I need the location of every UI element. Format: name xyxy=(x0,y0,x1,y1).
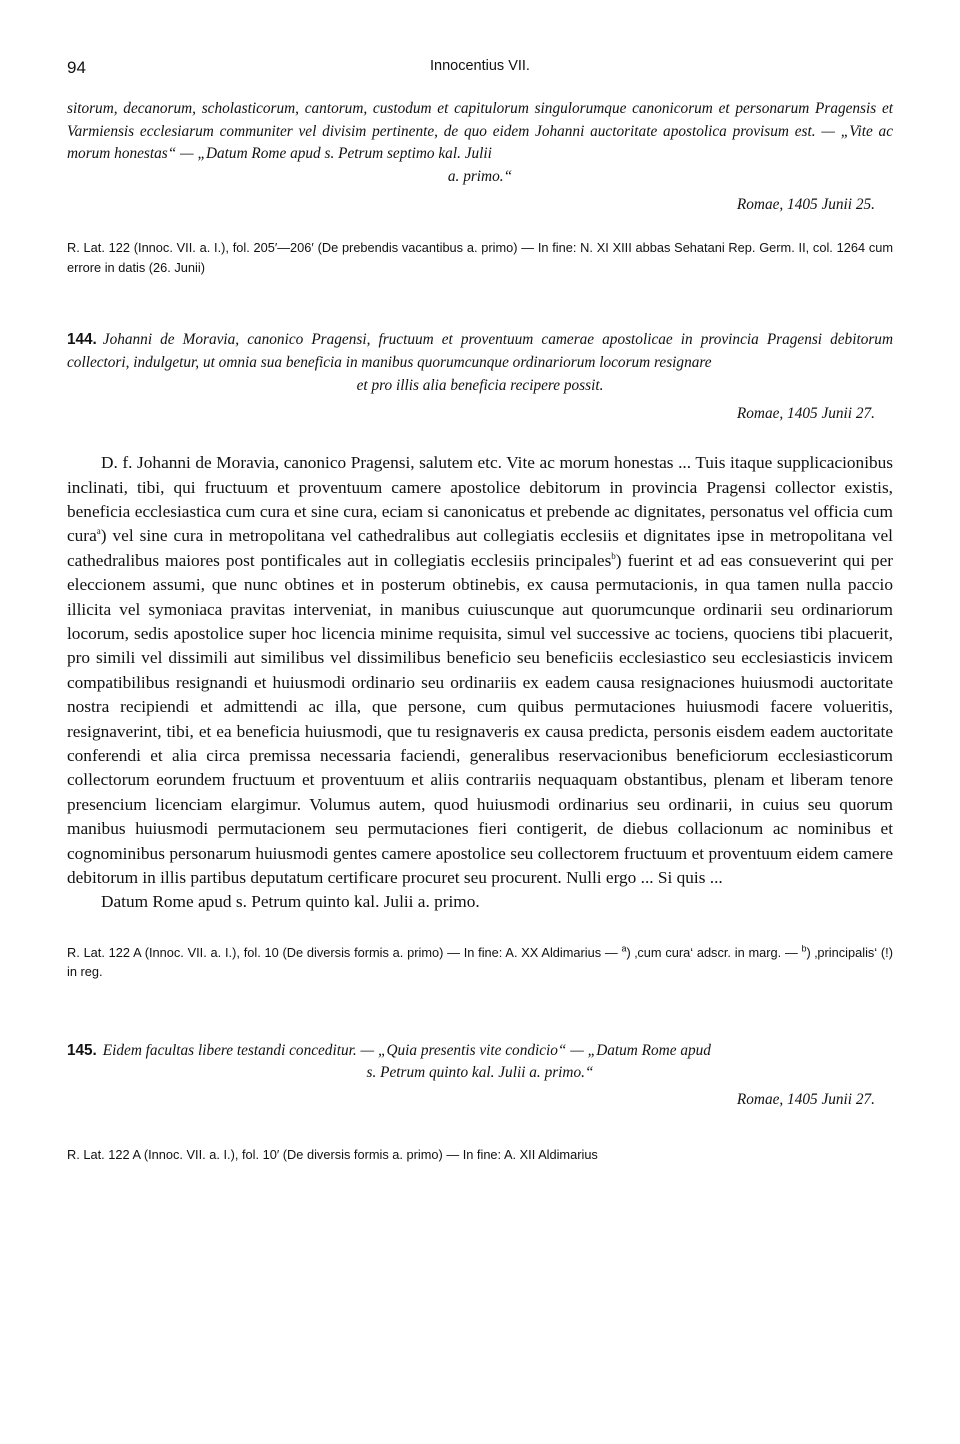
archival-note-144 xyxy=(67,943,893,982)
archival-note-145: R. Lat. 122 A (Innoc. VII. a. I.), fol. 10′ (De diversis formis a. primo) — In fine: A. XII Aldimarius xyxy=(67,1147,598,1163)
regest-145-text: Eidem facultas libere testandi conceditur. — „Quia presentis vite condicio“ — „Datum Rome apud xyxy=(102,1041,711,1059)
note-marker-b: b xyxy=(801,943,807,954)
regest-continuation: sitorum, decanorum, scholasticorum, cantorum, custodum et capitulorum singulorumque canonicorum et personarum Pragensis et Varmiensis ecclesiarum communiter vel divisim pertinente, de quo eidem Johanni auctoritate apostolica provisum est. — „Vite ac morum honestas“ — „Datum Rome apud s. Petrum septimo kal. Julii xyxy=(67,100,893,163)
note-144-part-2: ) ‚cum cura‘ adscr. in marg. — xyxy=(626,944,802,960)
running-header xyxy=(67,56,893,84)
running-title: Innocentius VII. xyxy=(430,58,530,74)
note-144-part-1: R. Lat. 122 A (Innoc. VII. a. I.), fol. 10 (De diversis formis a. primo) — In fine: A. XX Aldimarius — xyxy=(67,944,622,960)
archival-note-143: R. Lat. 122 (Innoc. VII. a. I.), fol. 205′—206′ (De prebendis vacantibus a. primo) — In fine: N. XI XIII abbas Sehatani Rep. Germ. II, col. 1264 cum errore in datis (26. Junii) xyxy=(67,240,893,275)
regest-145 xyxy=(67,1040,893,1063)
entry-144 xyxy=(67,329,893,982)
body-text-part-3: ) fuerint et ad eas consueverint qui per eleccionem assumi, que nunc obtines et in posterum obtinebis, ex causa permutacionis, in qua tamen nulla paccio illicita vel symoniaca pravitas interveniat, in manibus cuiuscunque aut quorumcunque ordinarii seu ordinariorum locorum, sedis apostolice super hoc licencia minime requisita, simul vel successive ac tociens, quociens tibi placuerit, pro simili vel dissimili aut similibus vel dissimilibus beneficio seu beneficiis ecclesiastico seu ecclesiasticis invicem compatibilibus resignandi et huiusmodi ordinario seu ordinariis ex eadem causa resignaciones huiusmodi auctoritate nostra recipiendi et admittendi ac illa, que persone, cum quibus permutaciones huiusmodi facere volueritis, resignaverint, tibi, et ea beneficia huiusmodi, que tu resignaveris ex causa predicta, personis eisdem eadem auctoritate conferendi et alia circa premissa necessaria faciendi, generalibus reservacionibus beneficiorum ecclesiasticorum collectorum eorundem fructuum et proventuum et aliis contrariis nequaquam obstantibus, plenam et liberam tenore presencium licenciam elargimur. Volumus autem, quod huiusmodi ordinarius seu ordinarii, in cuius seu quorum manibus huiusmodi permutacionem seu permutaciones fieri contigerit, de diebus collacionum ac nominibus et cognominibus personarum huiusmodi gentes camere apostolice seu collectorem fructuum et proventuum eidem camere debitorum in illis partibus deputatum certificare procuret seu procurent. Nulli ergo ... Si quis ... xyxy=(67,550,893,888)
footnote-marker-b: b xyxy=(611,551,616,562)
footnote-marker-a: a xyxy=(96,526,101,537)
regest-144-tail: et pro illis alia beneficia recipere possit. xyxy=(356,376,604,394)
dateline-143: Romae, 1405 Junii 25. xyxy=(736,196,875,214)
document-body-144 xyxy=(67,451,893,915)
regest-144 xyxy=(67,329,893,374)
dateline-145: Romae, 1405 Junii 27. xyxy=(736,1091,875,1109)
closing-formula: Datum Rome apud s. Petrum quinto kal. Julii a. primo. xyxy=(101,892,480,912)
dateline-144: Romae, 1405 Junii 27. xyxy=(736,405,875,423)
regest-144-text: Johanni de Moravia, canonico Pragensi, fructuum et proventuum camerae apostolicae in provincia Pragensi debitorum collectori, indulgetur, ut omnia sua beneficia in manibus quorumcunque ordinariorum locorum resignare xyxy=(67,331,893,371)
regest-continuation-tail: a. primo.“ xyxy=(447,167,513,185)
page-number: 94 xyxy=(67,58,86,77)
note-marker-a: a xyxy=(621,943,627,954)
body-text-part-2: ) vel sine cura in metropolitana vel cathedralibus aut collegiatis ecclesiis et dignitates ipse in metropolitana vel cathedralibus maiores post pontificales aut in collegiatis ecclesiis principales xyxy=(67,526,893,570)
note-144-part-3: ) ‚principalis‘ (!) in reg. xyxy=(67,944,893,980)
regest-145-tail: s. Petrum quinto kal. Julii a. primo.“ xyxy=(366,1064,594,1082)
body-text-part-1: D. f. Johanni de Moravia, canonico Pragensi, salutem etc. Vite ac morum honestas ... Tuis itaque supplicacionibus inclinati, tibi, qui fructuum et proventuum camere apostolice debitorum in provincia Pragensi collector existis, beneficia ecclesiastica cum cura et sine cura, eciam si canonicatus et prebende ac dignitates, personatus vel officia cum cura xyxy=(67,453,893,546)
body-paragraph xyxy=(67,451,893,890)
entry-145 xyxy=(67,1040,893,1165)
entry-number-144: 144. xyxy=(67,331,97,349)
entry-number-145: 145. xyxy=(67,1041,97,1059)
entry-143-continuation xyxy=(67,98,893,277)
